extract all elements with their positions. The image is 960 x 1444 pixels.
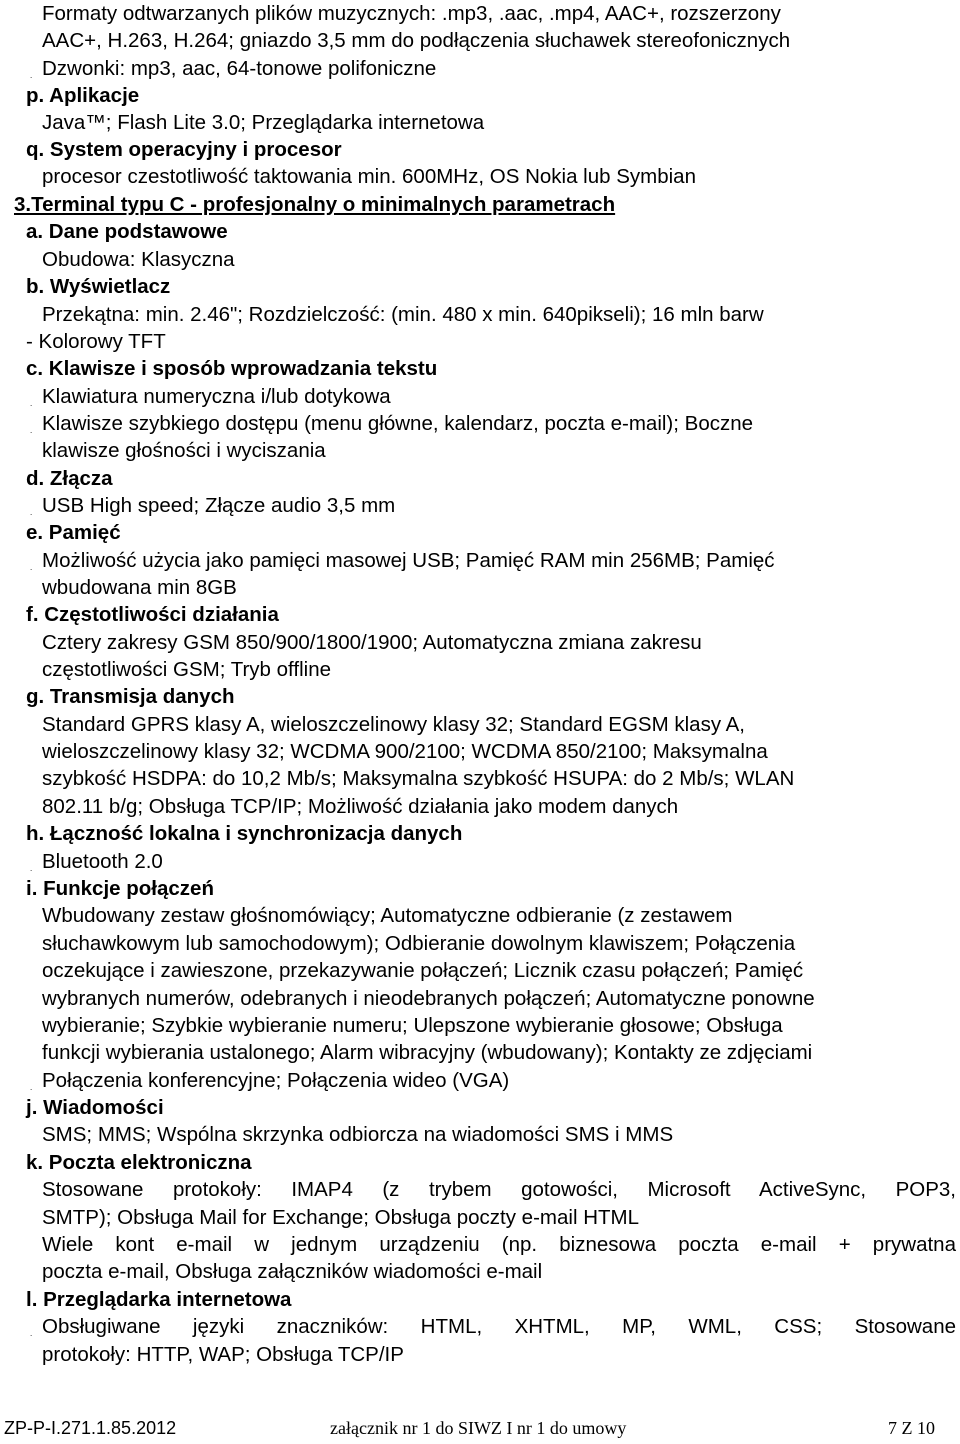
bullet-marker: . — [30, 563, 33, 572]
text-line: Java™; Flash Lite 3.0; Przeglądarka internetowa — [42, 111, 485, 134]
section-heading: i. Funkcje połączeń — [26, 877, 214, 900]
footer-attachment-note: załącznik nr 1 do SIWZ I nr 1 do umowy — [330, 1418, 627, 1438]
bullet-marker: . — [30, 1083, 33, 1092]
text-line: - Kolorowy TFT — [26, 330, 166, 353]
section-heading: p. Aplikacje — [26, 84, 140, 107]
text-line: Dzwonki: mp3, aac, 64-tonowe polifoniczne — [42, 57, 437, 80]
text-line: wybranych numerów, odebranych i nieodebranych połączeń; Automatyczne ponowne — [42, 987, 815, 1010]
bullet-marker: . — [30, 508, 33, 517]
section-heading: e. Pamięć — [26, 521, 121, 544]
section-heading: j. Wiadomości — [26, 1096, 164, 1119]
text-line: SMTP); Obsługa Mail for Exchange; Obsługa poczty e-mail HTML — [42, 1206, 639, 1229]
text-line: Obsługiwane języki znaczników: HTML, XHTML, MP, WML, CSS; Stosowane — [42, 1315, 956, 1338]
section-heading: l. Przeglądarka internetowa — [26, 1288, 292, 1311]
text-line: Bluetooth 2.0 — [42, 850, 163, 873]
text-line: Klawiatura numeryczna i/lub dotykowa — [42, 385, 391, 408]
section-heading: c. Klawisze i sposób wprowadzania tekstu — [26, 357, 438, 380]
footer-reference: ZP-P-I.271.1.85.2012 — [4, 1418, 177, 1438]
text-line: Wbudowany zestaw głośnomówiący; Automatyczne odbieranie (z zestawem — [42, 904, 733, 927]
footer-page-number: 7 Z 10 — [888, 1418, 935, 1438]
text-line: wbudowana min 8GB — [42, 576, 237, 599]
text-line: oczekujące i zawieszone, przekazywanie połączeń; Licznik czasu połączeń; Pamięć — [42, 959, 804, 982]
section-heading: h. Łączność lokalna i synchronizacja danych — [26, 822, 463, 845]
text-line: Standard GPRS klasy A, wieloszczelinowy klasy 32; Standard EGSM klasy A, — [42, 713, 745, 736]
text-line: SMS; MMS; Wspólna skrzynka odbiorcza na wiadomości SMS i MMS — [42, 1123, 674, 1146]
text-line: klawisze głośności i wyciszania — [42, 439, 326, 462]
text-line: AAC+, H.263, H.264; gniazdo 3,5 mm do podłączenia słuchawek stereofonicznych — [42, 29, 791, 52]
text-line: Stosowane protokoły: IMAP4 (z trybem gotowości, Microsoft ActiveSync, POP3, — [42, 1178, 956, 1201]
text-line: Wiele kont e-mail w jednym urządzeniu (np. biznesowa poczta e-mail + prywatna — [42, 1233, 956, 1256]
bullet-marker: . — [30, 426, 33, 435]
section-heading: b. Wyświetlacz — [26, 275, 171, 298]
text-line: wieloszczelinowy klasy 32; WCDMA 900/2100; WCDMA 850/2100; Maksymalna — [42, 740, 768, 763]
text-line: Połączenia konferencyjne; Połączenia wideo (VGA) — [42, 1069, 510, 1092]
section-heading: f. Częstotliwości działania — [26, 603, 279, 626]
section-heading: d. Złącza — [26, 467, 113, 490]
section-heading: k. Poczta elektroniczna — [26, 1151, 252, 1174]
text-line: Formaty odtwarzanych plików muzycznych: .mp3, .aac, .mp4, AAC+, rozszerzony — [42, 2, 781, 25]
text-line: USB High speed; Złącze audio 3,5 mm — [42, 494, 396, 517]
text-line: protokoły: HTTP, WAP; Obsługa TCP/IP — [42, 1343, 404, 1366]
chapter-heading: 3.Terminal typu C - profesjonalny o minimalnych parametrach — [14, 193, 616, 216]
text-line: Klawisze szybkiego dostępu (menu główne, kalendarz, poczta e-mail); Boczne — [42, 412, 754, 435]
bullet-marker: . — [30, 1329, 33, 1338]
text-line: Cztery zakresy GSM 850/900/1800/1900; Automatyczna zmiana zakresu — [42, 631, 702, 654]
text-line: 802.11 b/g; Obsługa TCP/IP; Możliwość działania jako modem danych — [42, 795, 679, 818]
text-line: częstotliwości GSM; Tryb offline — [42, 658, 331, 681]
text-line: szybkość HSDPA: do 10,2 Mb/s; Maksymalna szybkość HSUPA: do 2 Mb/s; WLAN — [42, 767, 795, 790]
bullet-marker: . — [30, 864, 33, 873]
section-heading: q. System operacyjny i procesor — [26, 138, 342, 161]
text-line: Przekątna: min. 2.46"; Rozdzielczość: (min. 480 x min. 640pikseli); 16 mln barw — [42, 303, 764, 326]
text-line: słuchawkowym lub samochodowym); Odbieranie dowolnym klawiszem; Połączenia — [42, 932, 796, 955]
text-line: procesor czestotliwość taktowania min. 600MHz, OS Nokia lub Symbian — [42, 165, 696, 188]
text-line: wybieranie; Szybkie wybieranie numeru; Ulepszone wybieranie głosowe; Obsługa — [42, 1014, 783, 1037]
text-line: poczta e-mail, Obsługa załączników wiadomości e-mail — [42, 1260, 543, 1283]
text-line: Możliwość użycia jako pamięci masowej USB; Pamięć RAM min 256MB; Pamięć — [42, 549, 775, 572]
section-heading: a. Dane podstawowe — [26, 220, 228, 243]
section-heading: g. Transmisja danych — [26, 685, 235, 708]
bullet-marker: . — [30, 399, 33, 408]
bullet-marker: . — [30, 71, 33, 80]
text-line: Obudowa: Klasyczna — [42, 248, 235, 271]
text-line: funkcji wybierania ustalonego; Alarm wibracyjny (wbudowany); Kontakty ze zdjęciami — [42, 1041, 813, 1064]
